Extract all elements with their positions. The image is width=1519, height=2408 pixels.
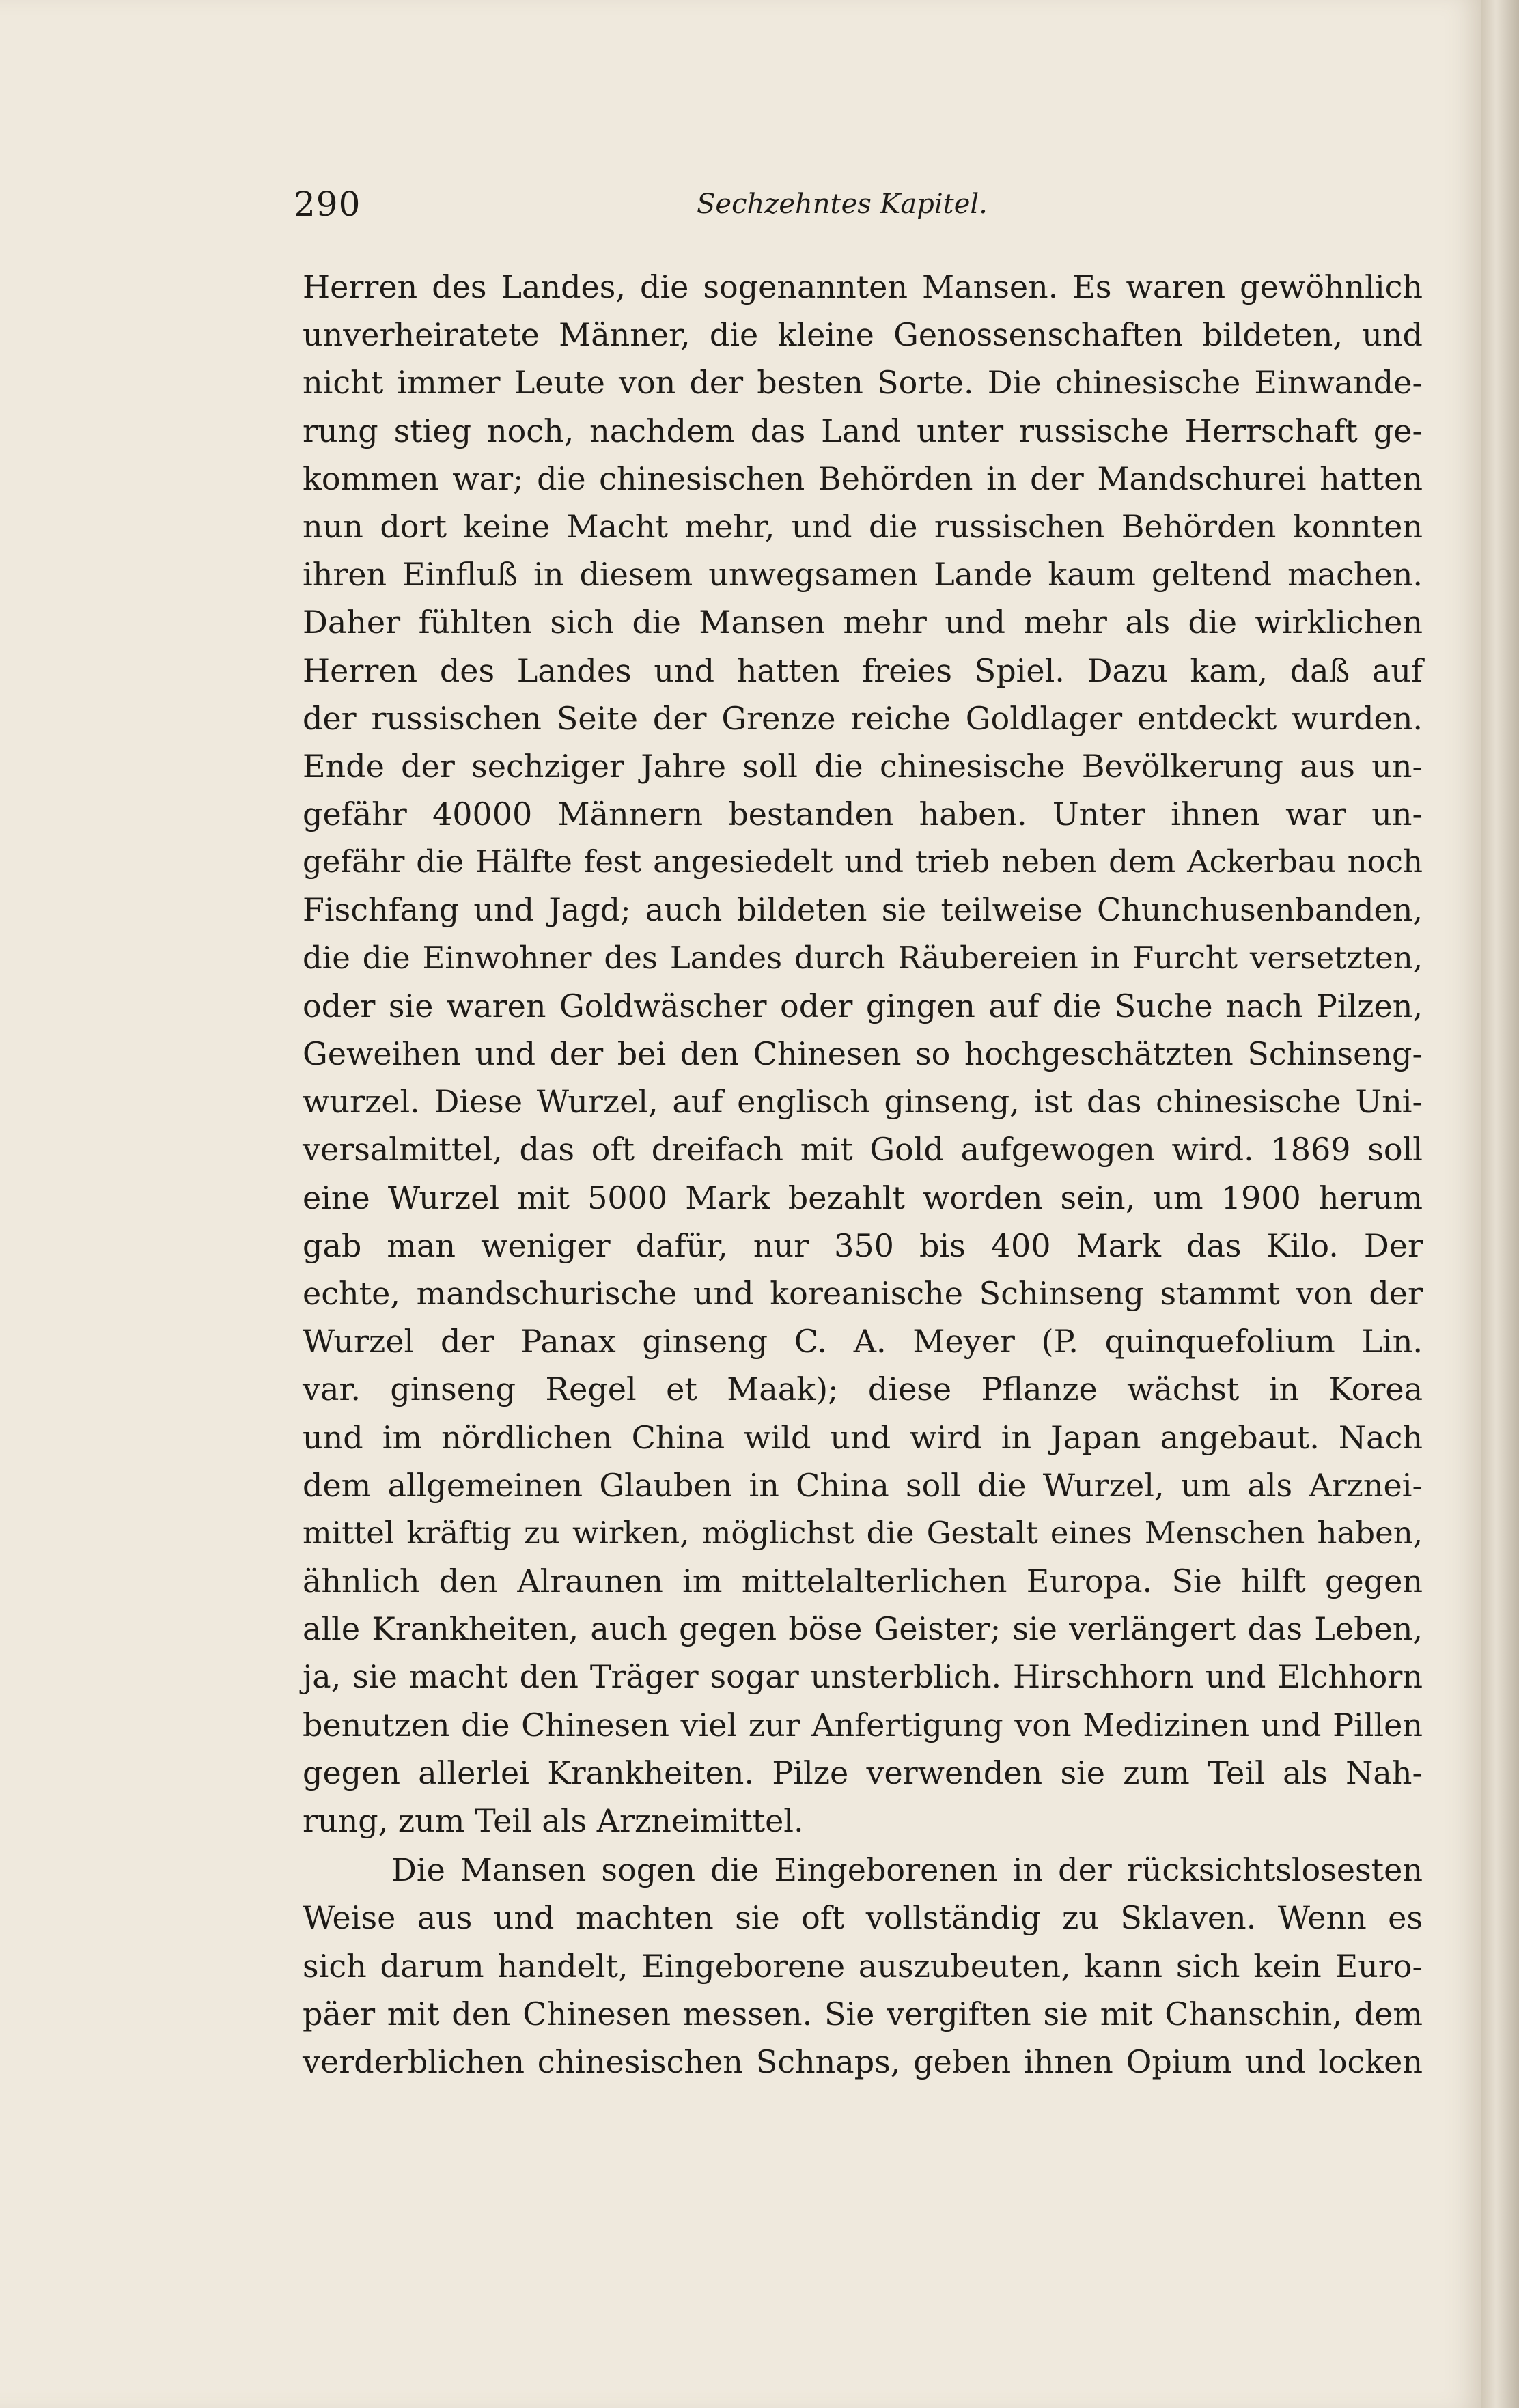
text-line: ähnlich den Alraunen im mittelalterlichen Europa. Sie hilft gegen (303, 1563, 1423, 1600)
text-line: verderblichen chinesischen Schnaps, geben ihnen Opium und locken (303, 2043, 1423, 2080)
text-line: Herren des Landes, die sogenannten Mansen. Es waren gewöhnlich (303, 268, 1423, 305)
text-line: Ende der sechziger Jahre soll die chinesische Bevölkerung aus un- (303, 747, 1423, 785)
text-line: Fischfang und Jagd; auch bildeten sie teilweise Chunchusenbanden, (303, 891, 1423, 929)
text-line: und im nördlichen China wild und wird in Japan angebaut. Nach (303, 1418, 1423, 1456)
page-number: 290 (294, 184, 361, 224)
text-line: nun dort keine Macht mehr, und die russischen Behörden konnten (303, 507, 1423, 545)
text-line: gefähr 40000 Männern bestanden haben. Unter ihnen war un- (303, 796, 1423, 833)
text-line: gab man weniger dafür, nur 350 bis 400 Mark das Kilo. Der (303, 1227, 1423, 1264)
paragraph (303, 263, 1423, 1845)
text-line: rung, zum Teil als Arzneimittel. (303, 1802, 804, 1839)
text-line: ja, sie macht den Träger sogar unsterblich. Hirschhorn und Elchhorn (303, 1658, 1423, 1696)
text-line: var. ginseng Regel et Maak); diese Pflanze wächst in Korea (303, 1371, 1423, 1408)
text-line: alle Krankheiten, auch gegen böse Geister; sie verlängert das Leben, (303, 1610, 1423, 1648)
text-line: der russischen Seite der Grenze reiche Goldlager entdeckt wurden. (303, 699, 1423, 737)
page-header (294, 184, 1427, 239)
text-line: mittel kräftig zu wirken, möglichst die Gestalt eines Menschen haben, (303, 1514, 1423, 1551)
text-line: kommen war; die chinesischen Behörden in der Mandschurei hatten (303, 460, 1423, 497)
text-line: rung stieg noch, nachdem das Land unter russische Herrschaft ge- (303, 412, 1423, 449)
text-line: eine Wurzel mit 5000 Mark bezahlt worden sein, um 1900 herum (303, 1179, 1423, 1216)
text-line: gefähr die Hälfte fest angesiedelt und trieb neben dem Ackerbau noch (303, 843, 1423, 880)
text-line: echte, mandschurische und koreanische Schinseng stammt von der (303, 1274, 1423, 1312)
text-line: benutzen die Chinesen viel zur Anfertigung von Medizinen und Pillen (303, 1706, 1423, 1744)
text-line: päer mit den Chinesen messen. Sie vergiften sie mit Chanschin, dem (303, 1995, 1423, 2032)
text-line: Wurzel der Panax ginseng C. A. Meyer (P. quinquefolium Lin. (303, 1323, 1423, 1360)
text-line: dem allgemeinen Glauben in China soll die Wurzel, um als Arznei- (303, 1466, 1423, 1504)
running-head: Sechzehntes Kapitel. (697, 188, 988, 220)
text-line: oder sie waren Goldwäscher oder gingen auf die Suche nach Pilzen, (303, 987, 1423, 1024)
text-line: wurzel. Diese Wurzel, auf englisch ginseng, ist das chinesische Uni- (303, 1083, 1423, 1121)
text-line: Daher fühlten sich die Mansen mehr und mehr als die wirklichen (303, 604, 1423, 641)
text-line: gegen allerlei Krankheiten. Pilze verwenden sie zum Teil als Nah- (303, 1754, 1423, 1791)
text-line: versalmittel, das oft dreifach mit Gold aufgewogen wird. 1869 soll (303, 1131, 1423, 1168)
text-line: ihren Einfluß in diesem unwegsamen Lande kaum geltend machen. (303, 556, 1423, 593)
text-line: Herren des Landes und hatten freies Spiel. Dazu kam, daß auf (303, 652, 1423, 689)
paragraph (303, 1846, 1423, 2086)
body-text (303, 263, 1423, 2086)
text-line: die die Einwohner des Landes durch Räubereien in Furcht versetzten, (303, 939, 1423, 976)
text-line: Die Mansen sogen die Eingeborenen in der rücksichtslosesten (391, 1851, 1423, 1889)
text-line: nicht immer Leute von der besten Sorte. Die chinesische Einwande- (303, 364, 1423, 402)
page-edge (1481, 0, 1519, 2408)
text-line: Geweihen und der bei den Chinesen so hochgeschätzten Schinseng- (303, 1035, 1423, 1072)
text-line: sich darum handelt, Eingeborene auszubeuten, kann sich kein Euro- (303, 1947, 1423, 1985)
text-line: unverheiratete Männer, die kleine Genossenschaften bildeten, und (303, 316, 1423, 354)
text-line: Weise aus und machten sie oft vollständig zu Sklaven. Wenn es (303, 1899, 1423, 1937)
